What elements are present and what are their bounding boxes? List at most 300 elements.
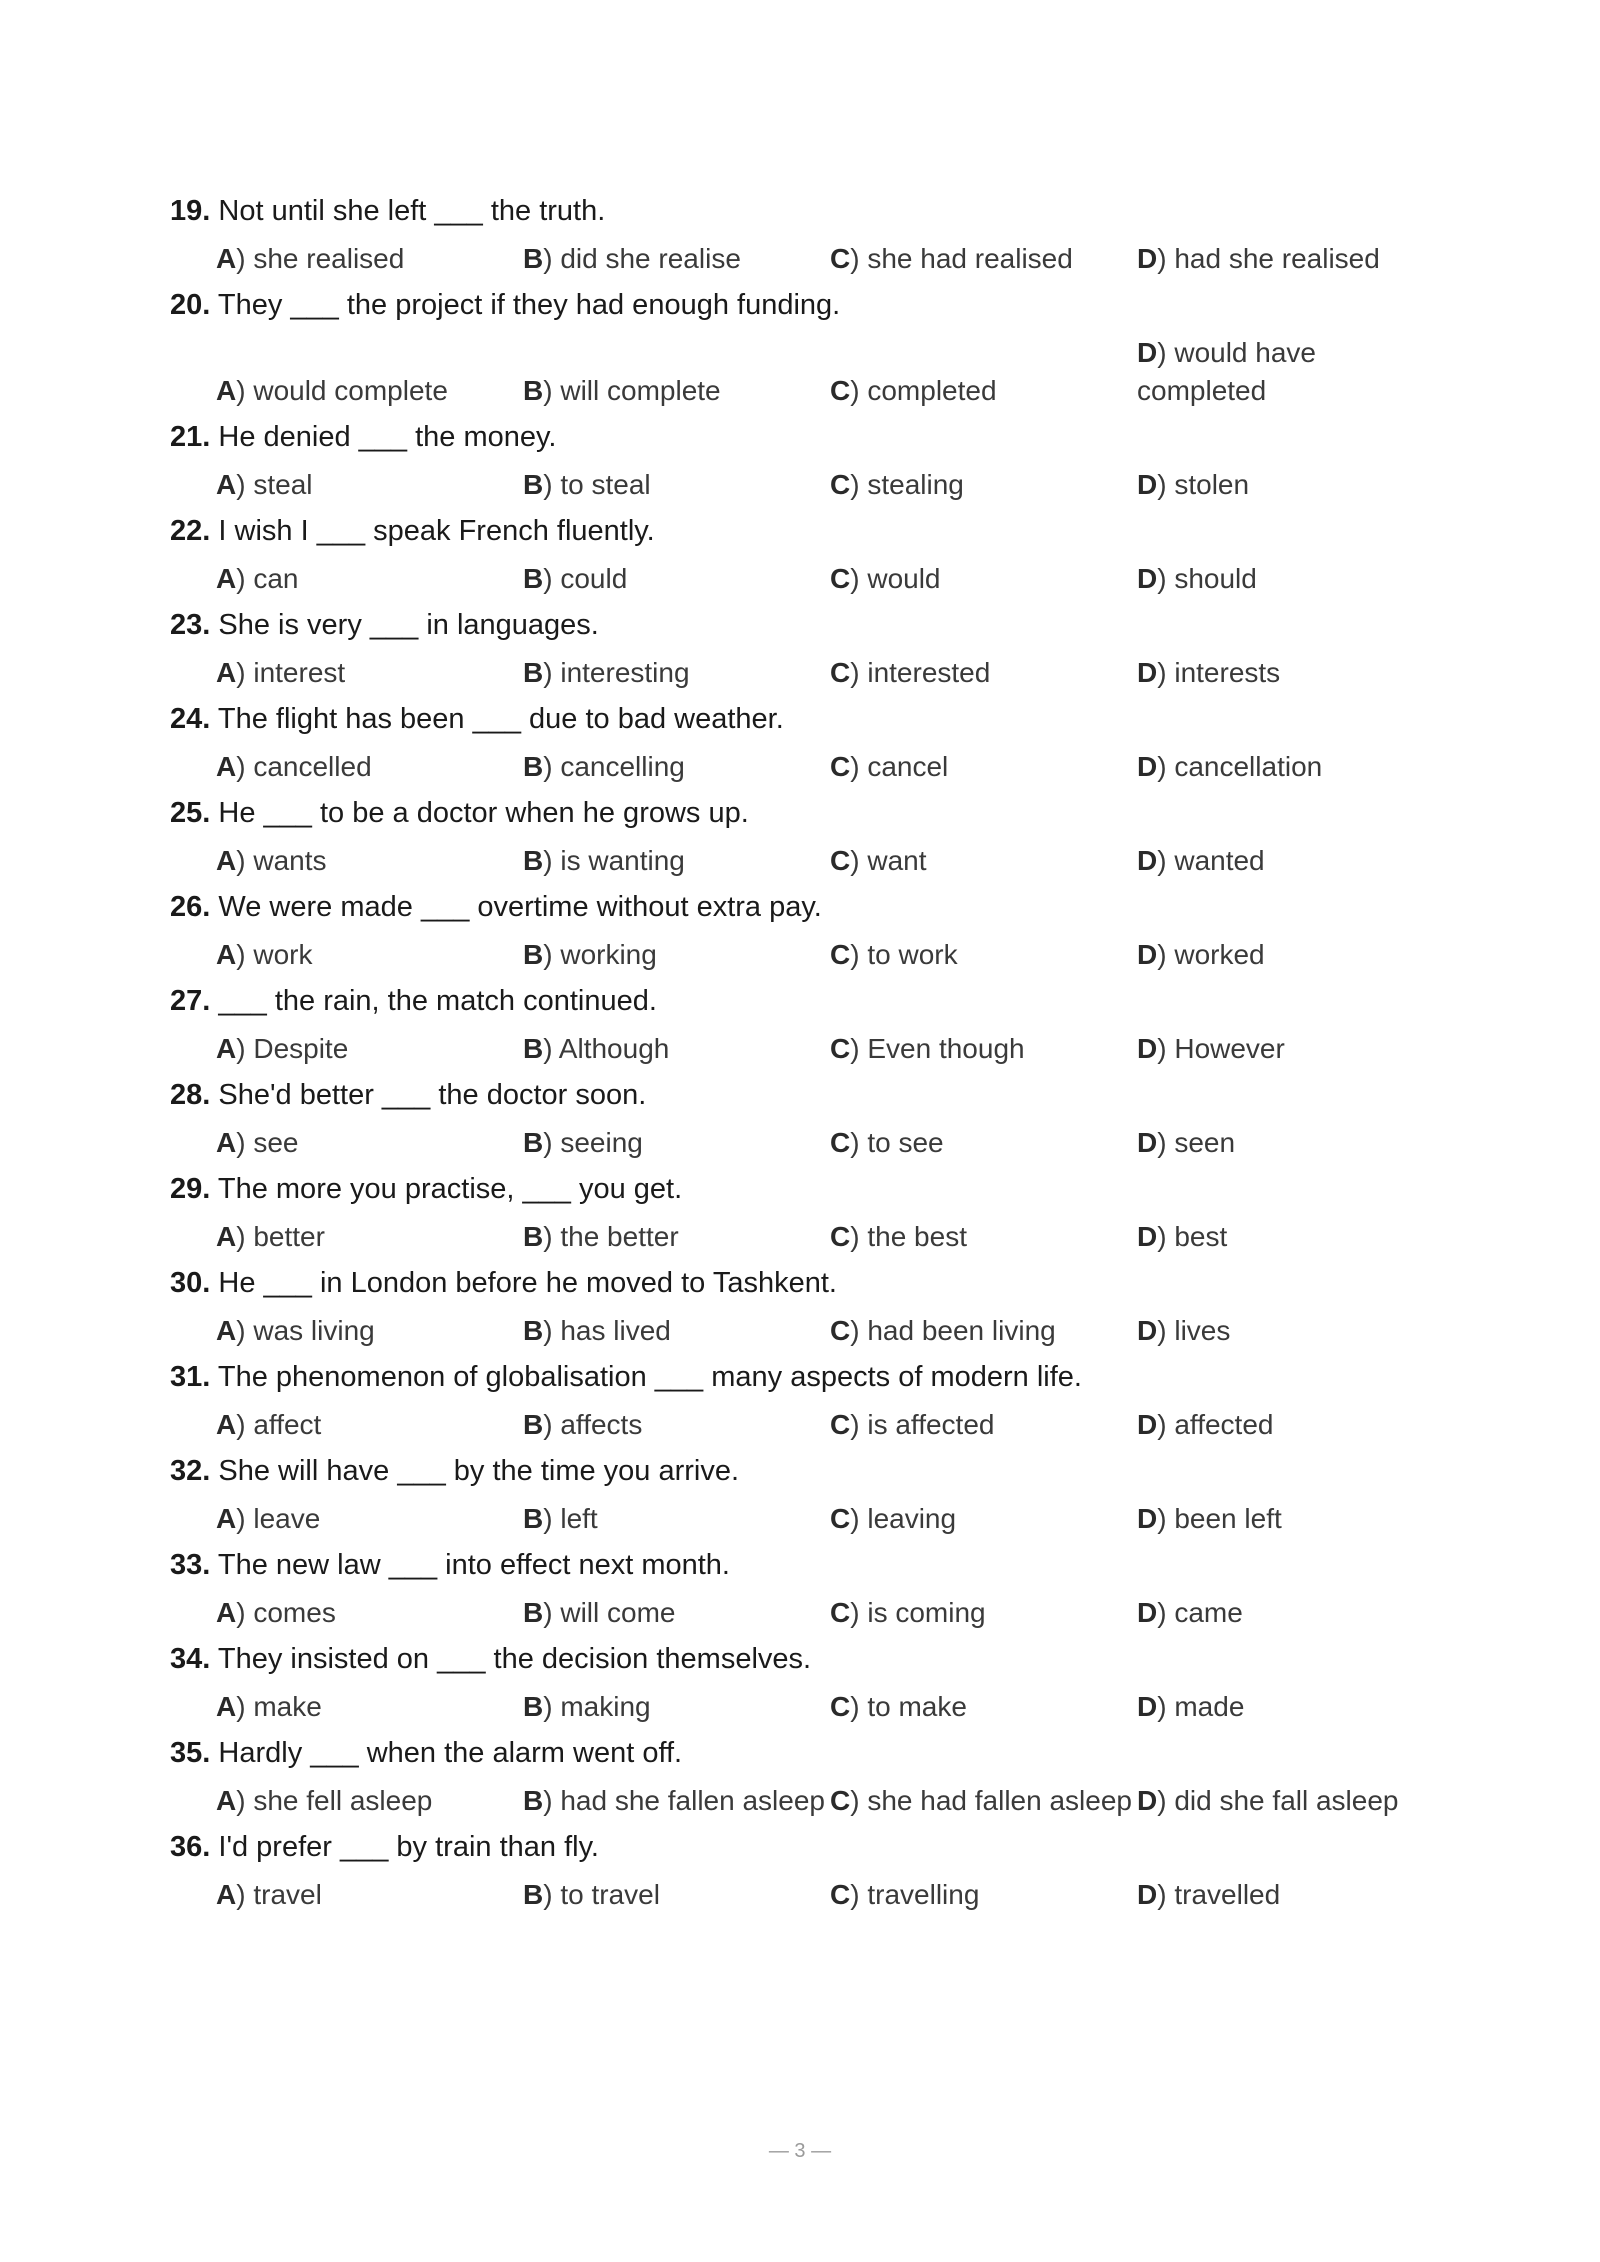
- option-paren: ): [543, 1221, 561, 1252]
- option-letter: D: [1137, 1221, 1158, 1252]
- option-letter: C: [830, 1597, 851, 1628]
- answer-option: [216, 1594, 523, 1632]
- option-paren: ): [543, 1879, 561, 1910]
- answer-option: [830, 1030, 1137, 1068]
- option-letter: A: [216, 1503, 237, 1534]
- option-text: could: [560, 563, 628, 594]
- option-text: is coming: [867, 1597, 986, 1628]
- option-text: has lived: [560, 1315, 671, 1346]
- option-letter: D: [1137, 469, 1158, 500]
- option-letter: C: [830, 243, 851, 274]
- option-letter: B: [523, 1503, 544, 1534]
- question-stem: [170, 1170, 1430, 1208]
- answer-option: [216, 1312, 523, 1350]
- option-paren: ): [236, 1597, 254, 1628]
- option-text: interesting: [560, 657, 690, 688]
- answer-option: [216, 936, 523, 974]
- option-paren: ): [850, 1409, 868, 1440]
- option-paren: ): [236, 657, 254, 688]
- answer-option: [1137, 466, 1444, 504]
- option-text: travel: [253, 1879, 322, 1910]
- option-letter: D: [1137, 1503, 1158, 1534]
- option-text: had been living: [867, 1315, 1056, 1346]
- option-letter: B: [523, 1033, 544, 1064]
- option-text: working: [560, 939, 657, 970]
- answer-options: [216, 1030, 1430, 1068]
- option-paren: ): [543, 1033, 559, 1064]
- option-text: is affected: [867, 1409, 995, 1440]
- option-paren: ): [236, 1033, 254, 1064]
- option-letter: D: [1137, 845, 1158, 876]
- option-text: made: [1174, 1691, 1245, 1722]
- answer-option: [523, 1782, 830, 1820]
- option-text: she had fallen asleep: [867, 1785, 1132, 1816]
- option-text: want: [867, 845, 927, 876]
- answer-options: [216, 1312, 1430, 1350]
- option-paren: ): [543, 1503, 561, 1534]
- answer-option: [1137, 240, 1444, 278]
- option-text: travelled: [1174, 1879, 1281, 1910]
- question-item: [170, 888, 1430, 974]
- answer-option: [216, 240, 523, 278]
- option-paren: ): [1157, 657, 1175, 688]
- option-text: interest: [253, 657, 346, 688]
- question-number: 23.: [170, 609, 211, 641]
- question-stem: [170, 1452, 1430, 1490]
- option-paren: ): [1157, 1691, 1175, 1722]
- question-stem: [170, 192, 1430, 230]
- answer-option: [216, 466, 523, 504]
- option-text: she realised: [253, 243, 405, 274]
- answer-option: [216, 654, 523, 692]
- answer-option: [830, 1218, 1137, 1256]
- option-text: been left: [1174, 1503, 1282, 1534]
- answer-option: [523, 240, 830, 278]
- option-letter: A: [216, 1409, 237, 1440]
- question-text: The more you practise, ___ you get.: [217, 1173, 683, 1205]
- option-text: affects: [560, 1409, 643, 1440]
- option-text: did she fall asleep: [1174, 1785, 1399, 1816]
- option-text: would: [867, 563, 941, 594]
- option-paren: ): [850, 657, 868, 688]
- option-text: to work: [867, 939, 958, 970]
- option-text: the better: [560, 1221, 679, 1252]
- answer-option: [1137, 1594, 1444, 1632]
- option-text: is wanting: [560, 845, 685, 876]
- option-text: affected: [1174, 1409, 1274, 1440]
- option-text: seen: [1174, 1127, 1236, 1158]
- option-paren: ): [236, 243, 254, 274]
- option-paren: ): [850, 845, 868, 876]
- answer-option: [1137, 1876, 1444, 1914]
- option-letter: D: [1137, 563, 1158, 594]
- option-paren: ): [236, 1409, 254, 1440]
- question-number: 36.: [170, 1831, 211, 1863]
- answer-option: [216, 1500, 523, 1538]
- option-paren: ): [850, 1033, 868, 1064]
- option-text: will come: [560, 1597, 676, 1628]
- option-paren: ): [1157, 1879, 1175, 1910]
- option-paren: ): [850, 1597, 868, 1628]
- option-paren: ): [543, 939, 561, 970]
- option-letter: C: [830, 939, 851, 970]
- option-paren: ): [543, 1597, 561, 1628]
- answer-option: [830, 1406, 1137, 1444]
- answer-options: [216, 748, 1430, 786]
- question-text: He ___ in London before he moved to Tashkent.: [218, 1267, 837, 1299]
- option-letter: C: [830, 1879, 851, 1910]
- question-text: I wish I ___ speak French fluently.: [218, 515, 655, 547]
- option-letter: A: [216, 751, 237, 782]
- option-text: had she fallen asleep: [560, 1785, 825, 1816]
- question-text: They ___ the project if they had enough funding.: [217, 289, 841, 321]
- option-letter: B: [523, 1221, 544, 1252]
- question-stem: [170, 888, 1430, 926]
- question-item: [170, 1264, 1430, 1350]
- question-number: 32.: [170, 1455, 211, 1487]
- question-stem: [170, 794, 1430, 832]
- option-letter: C: [830, 1127, 851, 1158]
- question-item: [170, 286, 1430, 410]
- option-text: make: [253, 1691, 322, 1722]
- answer-option: [216, 748, 523, 786]
- option-text: Although: [558, 1033, 670, 1064]
- option-letter: A: [216, 1033, 237, 1064]
- option-paren: ): [236, 751, 254, 782]
- question-text: Hardly ___ when the alarm went off.: [218, 1737, 683, 1769]
- option-letter: A: [216, 1691, 237, 1722]
- option-letter: D: [1137, 939, 1158, 970]
- answer-option: [216, 1688, 523, 1726]
- option-text: can: [253, 563, 299, 594]
- option-letter: D: [1137, 1409, 1158, 1440]
- answer-options: [216, 936, 1430, 974]
- question-number: 30.: [170, 1267, 211, 1299]
- answer-option: [216, 1218, 523, 1256]
- question-text: She will have ___ by the time you arrive.: [218, 1455, 740, 1487]
- option-paren: ): [1157, 243, 1175, 274]
- answer-option: [830, 560, 1137, 598]
- option-paren: ): [1157, 751, 1175, 782]
- option-paren: ): [1157, 1033, 1175, 1064]
- option-paren: ): [543, 563, 561, 594]
- question-item: [170, 1358, 1430, 1444]
- option-text: Despite: [253, 1033, 349, 1064]
- option-text: Even though: [867, 1033, 1025, 1064]
- option-text: steal: [253, 469, 313, 500]
- option-letter: D: [1137, 1597, 1158, 1628]
- answer-option: [1137, 842, 1444, 880]
- answer-option: [216, 1124, 523, 1162]
- option-paren: ): [236, 1315, 254, 1346]
- answer-option: [216, 1030, 523, 1068]
- option-letter: C: [830, 469, 851, 500]
- option-paren: ): [1157, 1315, 1175, 1346]
- option-letter: B: [523, 939, 544, 970]
- option-paren: ): [236, 1785, 254, 1816]
- option-letter: C: [830, 1691, 851, 1722]
- question-stem: [170, 982, 1430, 1020]
- option-paren: ): [1157, 563, 1175, 594]
- answer-option: [1137, 936, 1444, 974]
- answer-option: [523, 748, 830, 786]
- option-paren: ): [850, 1503, 868, 1534]
- option-letter: B: [523, 375, 544, 406]
- option-paren: ): [236, 1503, 254, 1534]
- option-paren: ): [236, 375, 254, 406]
- option-letter: C: [830, 1033, 851, 1064]
- question-list: [170, 192, 1430, 1922]
- answer-option: [216, 842, 523, 880]
- option-letter: A: [216, 939, 237, 970]
- answer-options: [216, 1688, 1430, 1726]
- option-letter: B: [523, 469, 544, 500]
- option-paren: ): [1157, 845, 1175, 876]
- answer-option: [1137, 1218, 1444, 1256]
- option-paren: ): [850, 1879, 868, 1910]
- option-paren: ): [1157, 469, 1175, 500]
- question-stem: [170, 700, 1430, 738]
- option-paren: ): [543, 1409, 561, 1440]
- option-paren: ): [543, 657, 561, 688]
- option-letter: D: [1137, 1785, 1158, 1816]
- answer-option: [1137, 1782, 1444, 1820]
- question-text: We were made ___ overtime without extra pay.: [218, 891, 822, 923]
- answer-option: [830, 1782, 1137, 1820]
- question-item: [170, 794, 1430, 880]
- answer-option: [523, 1500, 830, 1538]
- option-text: stealing: [867, 469, 964, 500]
- question-stem: [170, 1358, 1430, 1396]
- question-stem: [170, 418, 1430, 456]
- option-letter: B: [523, 845, 544, 876]
- question-number: 29.: [170, 1173, 211, 1205]
- option-paren: ): [543, 1315, 561, 1346]
- question-number: 31.: [170, 1361, 211, 1393]
- answer-option: [830, 466, 1137, 504]
- option-letter: C: [830, 845, 851, 876]
- question-item: [170, 512, 1430, 598]
- answer-option: [523, 560, 830, 598]
- option-text: did she realise: [560, 243, 741, 274]
- answer-option: [830, 240, 1137, 278]
- option-text: to make: [867, 1691, 967, 1722]
- option-text: would complete: [253, 375, 448, 406]
- question-stem: [170, 1264, 1430, 1302]
- answer-option: [523, 1688, 830, 1726]
- option-text: the best: [867, 1221, 967, 1252]
- option-text: seeing: [560, 1127, 643, 1158]
- option-text: However: [1174, 1033, 1285, 1064]
- question-item: [170, 1170, 1430, 1256]
- question-text: I'd prefer ___ by train than fly.: [218, 1831, 599, 1863]
- question-number: 22.: [170, 515, 211, 547]
- answer-options: [216, 1218, 1430, 1256]
- answer-options: [216, 1500, 1430, 1538]
- option-letter: B: [523, 243, 544, 274]
- option-letter: B: [523, 1409, 544, 1440]
- option-text: completed: [867, 375, 997, 406]
- option-text: work: [253, 939, 313, 970]
- question-number: 25.: [170, 797, 211, 829]
- question-stem: [170, 1734, 1430, 1772]
- option-letter: D: [1137, 1691, 1158, 1722]
- option-paren: ): [543, 243, 561, 274]
- question-item: [170, 1546, 1430, 1632]
- question-stem: [170, 1546, 1430, 1584]
- answer-options: [216, 654, 1430, 692]
- answer-option: [523, 1218, 830, 1256]
- option-letter: B: [523, 1597, 544, 1628]
- question-stem: [170, 512, 1430, 550]
- answer-option: [830, 372, 1137, 410]
- option-paren: ): [236, 1879, 254, 1910]
- option-paren: ): [236, 845, 254, 876]
- option-letter: A: [216, 375, 237, 406]
- option-letter: A: [216, 1879, 237, 1910]
- question-item: [170, 1076, 1430, 1162]
- question-stem: [170, 286, 1430, 324]
- option-paren: ): [1157, 337, 1175, 368]
- option-paren: ): [850, 375, 868, 406]
- option-letter: D: [1137, 1879, 1158, 1910]
- question-text: The flight has been ___ due to bad weather.: [217, 703, 784, 735]
- option-paren: ): [236, 939, 254, 970]
- option-text: should: [1174, 563, 1257, 594]
- option-paren: ): [850, 1691, 868, 1722]
- option-text: left: [560, 1503, 598, 1534]
- answer-option: [523, 654, 830, 692]
- question-number: 27.: [170, 985, 211, 1017]
- option-letter: B: [523, 1127, 544, 1158]
- question-text: He denied ___ the money.: [218, 421, 557, 453]
- option-paren: ): [236, 469, 254, 500]
- option-paren: ): [543, 751, 561, 782]
- option-paren: ): [850, 939, 868, 970]
- question-text: The new law ___ into effect next month.: [217, 1549, 730, 1581]
- option-paren: ): [1157, 1785, 1175, 1816]
- answer-option: [523, 372, 830, 410]
- question-text: The phenomenon of globalisation ___ many aspects of modern life.: [217, 1361, 1082, 1393]
- question-number: 33.: [170, 1549, 211, 1581]
- answer-option: [830, 1500, 1137, 1538]
- answer-options: [216, 1876, 1430, 1914]
- option-letter: C: [830, 1315, 851, 1346]
- option-letter: D: [1137, 751, 1158, 782]
- option-text: to steal: [560, 469, 651, 500]
- question-item: [170, 418, 1430, 504]
- question-stem: [170, 1640, 1430, 1678]
- option-letter: D: [1137, 657, 1158, 688]
- answer-option: [830, 842, 1137, 880]
- option-text: wants: [253, 845, 327, 876]
- question-number: 28.: [170, 1079, 211, 1111]
- option-paren: ): [236, 1221, 254, 1252]
- answer-option: [830, 1312, 1137, 1350]
- option-paren: ): [236, 1691, 254, 1722]
- answer-option: [1137, 1500, 1444, 1538]
- question-text: She'd better ___ the doctor soon.: [218, 1079, 647, 1111]
- option-text: affect: [253, 1409, 322, 1440]
- question-item: [170, 1734, 1430, 1820]
- question-text: ___ the rain, the match continued.: [218, 985, 657, 1017]
- option-letter: D: [1137, 1033, 1158, 1064]
- question-text: He ___ to be a doctor when he grows up.: [218, 797, 749, 829]
- page-number: — 3 —: [768, 2140, 832, 2162]
- question-number: 20.: [170, 289, 211, 321]
- option-paren: ): [850, 469, 868, 500]
- option-paren: ): [543, 469, 561, 500]
- option-letter: C: [830, 657, 851, 688]
- question-number: 35.: [170, 1737, 211, 1769]
- option-paren: ): [543, 1691, 561, 1722]
- question-text: Not until she left ___ the truth.: [218, 195, 606, 227]
- option-letter: C: [830, 1221, 851, 1252]
- answer-option: [216, 1876, 523, 1914]
- answer-option: [523, 466, 830, 504]
- question-item: [170, 192, 1430, 278]
- option-letter: B: [523, 657, 544, 688]
- question-item: [170, 606, 1430, 692]
- option-paren: ): [850, 751, 868, 782]
- option-letter: A: [216, 1315, 237, 1346]
- option-letter: D: [1137, 1315, 1158, 1346]
- option-letter: B: [523, 563, 544, 594]
- question-number: 19.: [170, 195, 211, 227]
- option-text: came: [1174, 1597, 1243, 1628]
- option-text: cancel: [867, 751, 949, 782]
- question-number: 34.: [170, 1643, 211, 1675]
- option-letter: A: [216, 243, 237, 274]
- question-item: [170, 1452, 1430, 1538]
- answer-option: [830, 1594, 1137, 1632]
- question-text: They insisted on ___ the decision themselves.: [217, 1643, 812, 1675]
- option-paren: ): [1157, 1221, 1175, 1252]
- option-text: wanted: [1174, 845, 1265, 876]
- question-stem: [170, 1076, 1430, 1114]
- option-text: leave: [253, 1503, 321, 1534]
- option-letter: C: [830, 563, 851, 594]
- answer-option: [830, 1688, 1137, 1726]
- option-text: stolen: [1174, 469, 1250, 500]
- question-item: [170, 982, 1430, 1068]
- option-paren: ): [543, 375, 561, 406]
- answer-option: [523, 1312, 830, 1350]
- option-letter: D: [1137, 337, 1158, 368]
- option-text: she had realised: [867, 243, 1073, 274]
- option-paren: ): [1157, 1503, 1175, 1534]
- question-item: [170, 1828, 1430, 1914]
- answer-option: [216, 372, 523, 410]
- option-text: cancellation: [1174, 751, 1323, 782]
- answer-option: [523, 1406, 830, 1444]
- answer-options: [216, 466, 1430, 504]
- answer-option: [1137, 1312, 1444, 1350]
- option-paren: ): [850, 1221, 868, 1252]
- answer-option: [1137, 560, 1444, 598]
- option-paren: ): [236, 1127, 254, 1158]
- question-number: 21.: [170, 421, 211, 453]
- option-text: will complete: [560, 375, 721, 406]
- option-paren: ): [1157, 1597, 1175, 1628]
- option-text: to see: [867, 1127, 944, 1158]
- answer-options: [216, 240, 1430, 278]
- answer-option: [216, 1782, 523, 1820]
- option-letter: A: [216, 1597, 237, 1628]
- answer-option: [523, 936, 830, 974]
- answer-option: [216, 560, 523, 598]
- option-letter: A: [216, 563, 237, 594]
